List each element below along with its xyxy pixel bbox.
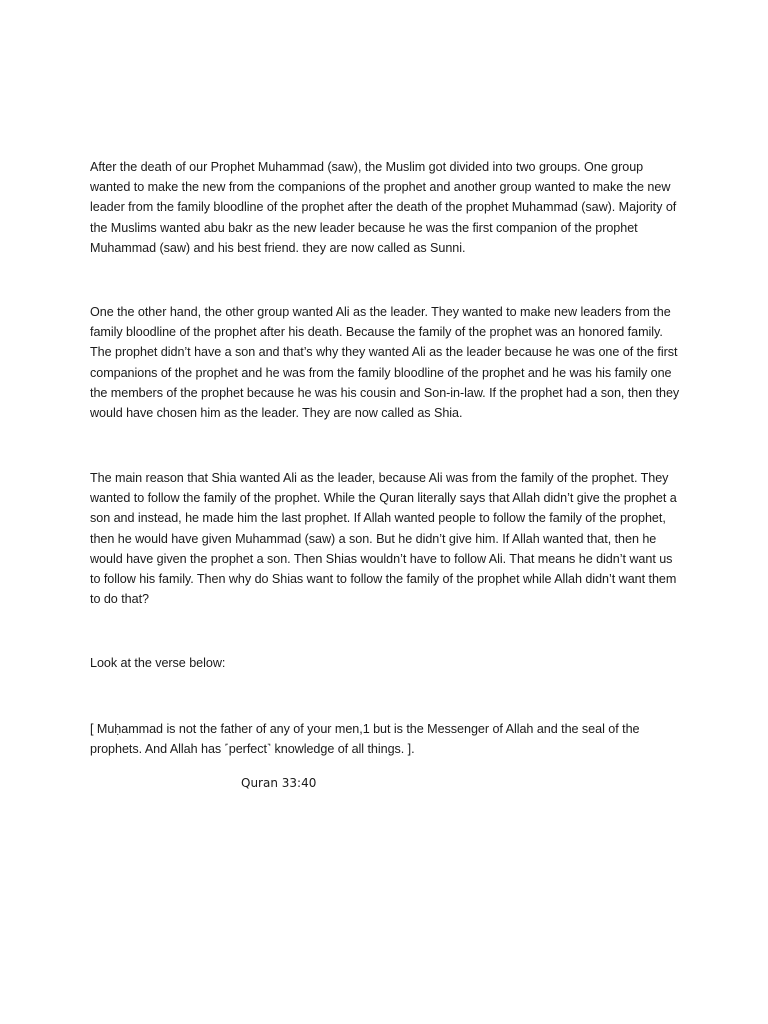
quoted-verse: [ Muḥammad is not the father of any of your men,1 but is the Messenger of Allah and the seal of the prophets. And Allah has ˹perfect˺ knowledge of all things. ]. (90, 722, 640, 757)
verse-citation: Quran 33:40 (241, 776, 317, 790)
paragraph-main-reason: The main reason that Shia wanted Ali as the leader, because Ali was from the family of the prophet. They wanted to follow the family of the prophet. While the Quran literally says that Allah didn’t give the prophet a son and instead, he made him the last prophet. If Allah wanted people to follow the family of the prophet, then he would have given Muhammad (saw) a son. But he didn’t give him. If Allah wanted that, then he would have given the prophet a son. Then Shias wouldn’t have to follow Ali. That means he didn’t want us to follow his family. Then why do Shias want to follow the family of the prophet while Allah didn’t want them to do that? (90, 471, 677, 607)
paragraph-sunni-origin: After the death of our Prophet Muhammad (saw), the Muslim got divided into two groups. One group wanted to make the new from the companions of the prophet and another group wanted to make the new leader from the family bloodline of the prophet after the death of the prophet Muhammad (saw). Majority of the Muslims wanted abu bakr as the new leader because he was the first companion of the prophet Muhammad (saw) and his best friend. they are now called as Sunni. (90, 160, 677, 255)
paragraph-shia-origin: One the other hand, the other group wanted Ali as the leader. They wanted to make new leaders from the family bloodline of the prophet after his death. Because the family of the prophet was an honored family. The prophet didn’t have a son and that’s why they wanted Ali as the leader because he was one of the first companions of the prophet and he was from the family bloodline of the prophet and he was his family one the members of the prophet because he was his cousin and Son-in-law. If the prophet had a son, then they would have chosen him as the leader. They are now called as Shia. (90, 305, 680, 421)
paragraph-verse-intro: Look at the verse below: (90, 656, 226, 670)
